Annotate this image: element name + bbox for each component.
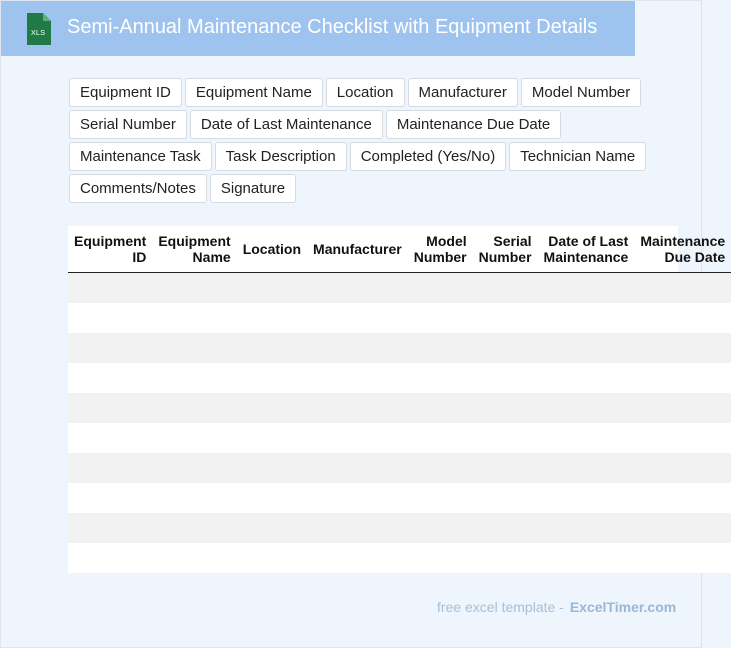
table-cell[interactable] bbox=[152, 423, 236, 453]
column-header[interactable] bbox=[538, 226, 635, 273]
table-cell[interactable] bbox=[152, 543, 236, 573]
table-cell[interactable] bbox=[634, 453, 731, 483]
table-row bbox=[68, 333, 731, 363]
table-cell[interactable] bbox=[634, 363, 731, 393]
table-cell[interactable] bbox=[634, 513, 731, 543]
column-header-line: Maintenance bbox=[543, 249, 629, 265]
field-tag[interactable]: Signature bbox=[210, 174, 296, 203]
table-cell[interactable] bbox=[634, 303, 731, 333]
table-cell[interactable] bbox=[237, 423, 307, 453]
column-header-line: Number bbox=[478, 249, 532, 265]
field-tag[interactable]: Model Number bbox=[521, 78, 641, 107]
table-cell[interactable] bbox=[473, 543, 538, 573]
table-cell[interactable] bbox=[634, 393, 731, 423]
table-cell[interactable] bbox=[152, 453, 236, 483]
column-header[interactable] bbox=[634, 226, 731, 273]
table-cell[interactable] bbox=[237, 513, 307, 543]
checklist-table bbox=[68, 226, 731, 573]
column-header[interactable] bbox=[68, 226, 152, 273]
table-cell[interactable] bbox=[152, 513, 236, 543]
column-header-line: Equipment bbox=[158, 233, 231, 249]
table-cell[interactable] bbox=[408, 333, 473, 363]
table-header-row bbox=[68, 226, 731, 273]
table-cell[interactable] bbox=[408, 453, 473, 483]
table-cell[interactable] bbox=[307, 363, 408, 393]
table-cell[interactable] bbox=[408, 543, 473, 573]
table-cell[interactable] bbox=[473, 423, 538, 453]
table-cell[interactable] bbox=[634, 483, 731, 513]
table-cell[interactable] bbox=[473, 453, 538, 483]
table-cell[interactable] bbox=[634, 423, 731, 453]
table-cell[interactable] bbox=[68, 513, 152, 543]
field-tag-list bbox=[69, 78, 649, 203]
field-tag[interactable]: Task Description bbox=[215, 142, 347, 171]
table-cell[interactable] bbox=[408, 273, 473, 304]
column-header[interactable] bbox=[237, 226, 307, 273]
footer-text: free excel template - bbox=[437, 599, 564, 615]
header-bar bbox=[1, 1, 635, 56]
table-cell[interactable] bbox=[538, 423, 635, 453]
table-cell[interactable] bbox=[473, 303, 538, 333]
table-cell[interactable] bbox=[634, 333, 731, 363]
table-cell[interactable] bbox=[152, 273, 236, 304]
table-cell[interactable] bbox=[408, 483, 473, 513]
table-cell[interactable] bbox=[152, 363, 236, 393]
table-cell[interactable] bbox=[307, 453, 408, 483]
column-header[interactable] bbox=[408, 226, 473, 273]
table-cell[interactable] bbox=[473, 483, 538, 513]
table-row bbox=[68, 393, 731, 423]
table-cell[interactable] bbox=[307, 543, 408, 573]
table-cell[interactable] bbox=[237, 543, 307, 573]
page-title: Semi-Annual Maintenance Checklist with Equipment Details bbox=[67, 16, 598, 38]
table-cell[interactable] bbox=[473, 513, 538, 543]
table-cell[interactable] bbox=[68, 543, 152, 573]
table-cell[interactable] bbox=[538, 363, 635, 393]
table-cell[interactable] bbox=[68, 453, 152, 483]
table-cell[interactable] bbox=[237, 333, 307, 363]
table-cell[interactable] bbox=[237, 303, 307, 333]
table-cell[interactable] bbox=[307, 513, 408, 543]
table-cell[interactable] bbox=[538, 453, 635, 483]
field-tag[interactable]: Comments/Notes bbox=[69, 174, 207, 203]
table-cell[interactable] bbox=[473, 273, 538, 304]
column-header-line: Number bbox=[413, 249, 467, 265]
table-cell[interactable] bbox=[307, 393, 408, 423]
field-tag[interactable]: Maintenance Due Date bbox=[386, 110, 561, 139]
table-cell[interactable] bbox=[237, 453, 307, 483]
table-row bbox=[68, 303, 731, 333]
table-cell[interactable] bbox=[307, 303, 408, 333]
table-row bbox=[68, 273, 731, 304]
column-header-line: Location bbox=[242, 241, 302, 257]
table-cell[interactable] bbox=[538, 543, 635, 573]
table-cell[interactable] bbox=[152, 483, 236, 513]
table-cell[interactable] bbox=[68, 333, 152, 363]
table-cell[interactable] bbox=[152, 333, 236, 363]
table-row bbox=[68, 363, 731, 393]
table-cell[interactable] bbox=[68, 303, 152, 333]
table-cell[interactable] bbox=[634, 543, 731, 573]
field-tag[interactable]: Serial Number bbox=[69, 110, 187, 139]
table-cell[interactable] bbox=[237, 483, 307, 513]
column-header-line: Serial bbox=[493, 233, 532, 249]
excel-file-icon bbox=[23, 13, 51, 45]
table-cell[interactable] bbox=[152, 303, 236, 333]
table-cell[interactable] bbox=[473, 393, 538, 423]
table-cell[interactable] bbox=[538, 303, 635, 333]
table-row bbox=[68, 513, 731, 543]
table-cell[interactable] bbox=[473, 363, 538, 393]
field-tag[interactable]: Completed (Yes/No) bbox=[350, 142, 507, 171]
table-cell[interactable] bbox=[68, 483, 152, 513]
column-header-line: Manufacturer bbox=[313, 241, 402, 257]
table-cell[interactable] bbox=[68, 423, 152, 453]
table-cell[interactable] bbox=[307, 273, 408, 304]
table-cell[interactable] bbox=[307, 483, 408, 513]
table-cell[interactable] bbox=[408, 363, 473, 393]
table-cell[interactable] bbox=[237, 273, 307, 304]
excel-icon-label: XLS bbox=[30, 28, 46, 37]
table-cell[interactable] bbox=[538, 483, 635, 513]
table-cell[interactable] bbox=[237, 363, 307, 393]
footer bbox=[437, 599, 676, 615]
table-row bbox=[68, 543, 731, 573]
field-tag[interactable]: Date of Last Maintenance bbox=[190, 110, 383, 139]
table-cell[interactable] bbox=[634, 273, 731, 304]
table-cell[interactable] bbox=[538, 273, 635, 304]
field-tag[interactable]: Manufacturer bbox=[408, 78, 518, 107]
table-row bbox=[68, 453, 731, 483]
column-header-line: Equipment bbox=[74, 233, 147, 249]
field-tag[interactable]: Maintenance Task bbox=[69, 142, 212, 171]
table-row bbox=[68, 423, 731, 453]
field-tag[interactable]: Equipment Name bbox=[185, 78, 323, 107]
checklist-table-container bbox=[68, 226, 726, 573]
footer-brand-link[interactable]: ExcelTimer.com bbox=[569, 599, 677, 615]
column-header-line: Name bbox=[192, 249, 231, 265]
table-cell[interactable] bbox=[408, 423, 473, 453]
table-row bbox=[68, 483, 731, 513]
table-cell[interactable] bbox=[538, 333, 635, 363]
table-cell[interactable] bbox=[538, 513, 635, 543]
column-header-line: Model bbox=[426, 233, 467, 249]
table-cell[interactable] bbox=[152, 393, 236, 423]
column-header[interactable] bbox=[473, 226, 538, 273]
table-cell[interactable] bbox=[408, 393, 473, 423]
column-header[interactable] bbox=[152, 226, 236, 273]
table-cell[interactable] bbox=[408, 513, 473, 543]
column-header[interactable] bbox=[307, 226, 408, 273]
table-cell[interactable] bbox=[68, 393, 152, 423]
table-cell[interactable] bbox=[307, 423, 408, 453]
table-cell[interactable] bbox=[237, 393, 307, 423]
field-tag[interactable]: Location bbox=[326, 78, 405, 107]
table-cell[interactable] bbox=[538, 393, 635, 423]
table-cell[interactable] bbox=[408, 303, 473, 333]
column-header-line: ID bbox=[132, 249, 147, 265]
table-cell[interactable] bbox=[68, 363, 152, 393]
table-cell[interactable] bbox=[307, 333, 408, 363]
column-header-line: Maintenance bbox=[640, 233, 726, 249]
column-header-line: Due Date bbox=[664, 249, 726, 265]
field-tag[interactable]: Equipment ID bbox=[69, 78, 182, 107]
table-cell[interactable] bbox=[68, 273, 152, 304]
table-cell[interactable] bbox=[473, 333, 538, 363]
field-tag[interactable]: Technician Name bbox=[509, 142, 646, 171]
column-header-line: Date of Last bbox=[548, 233, 629, 249]
